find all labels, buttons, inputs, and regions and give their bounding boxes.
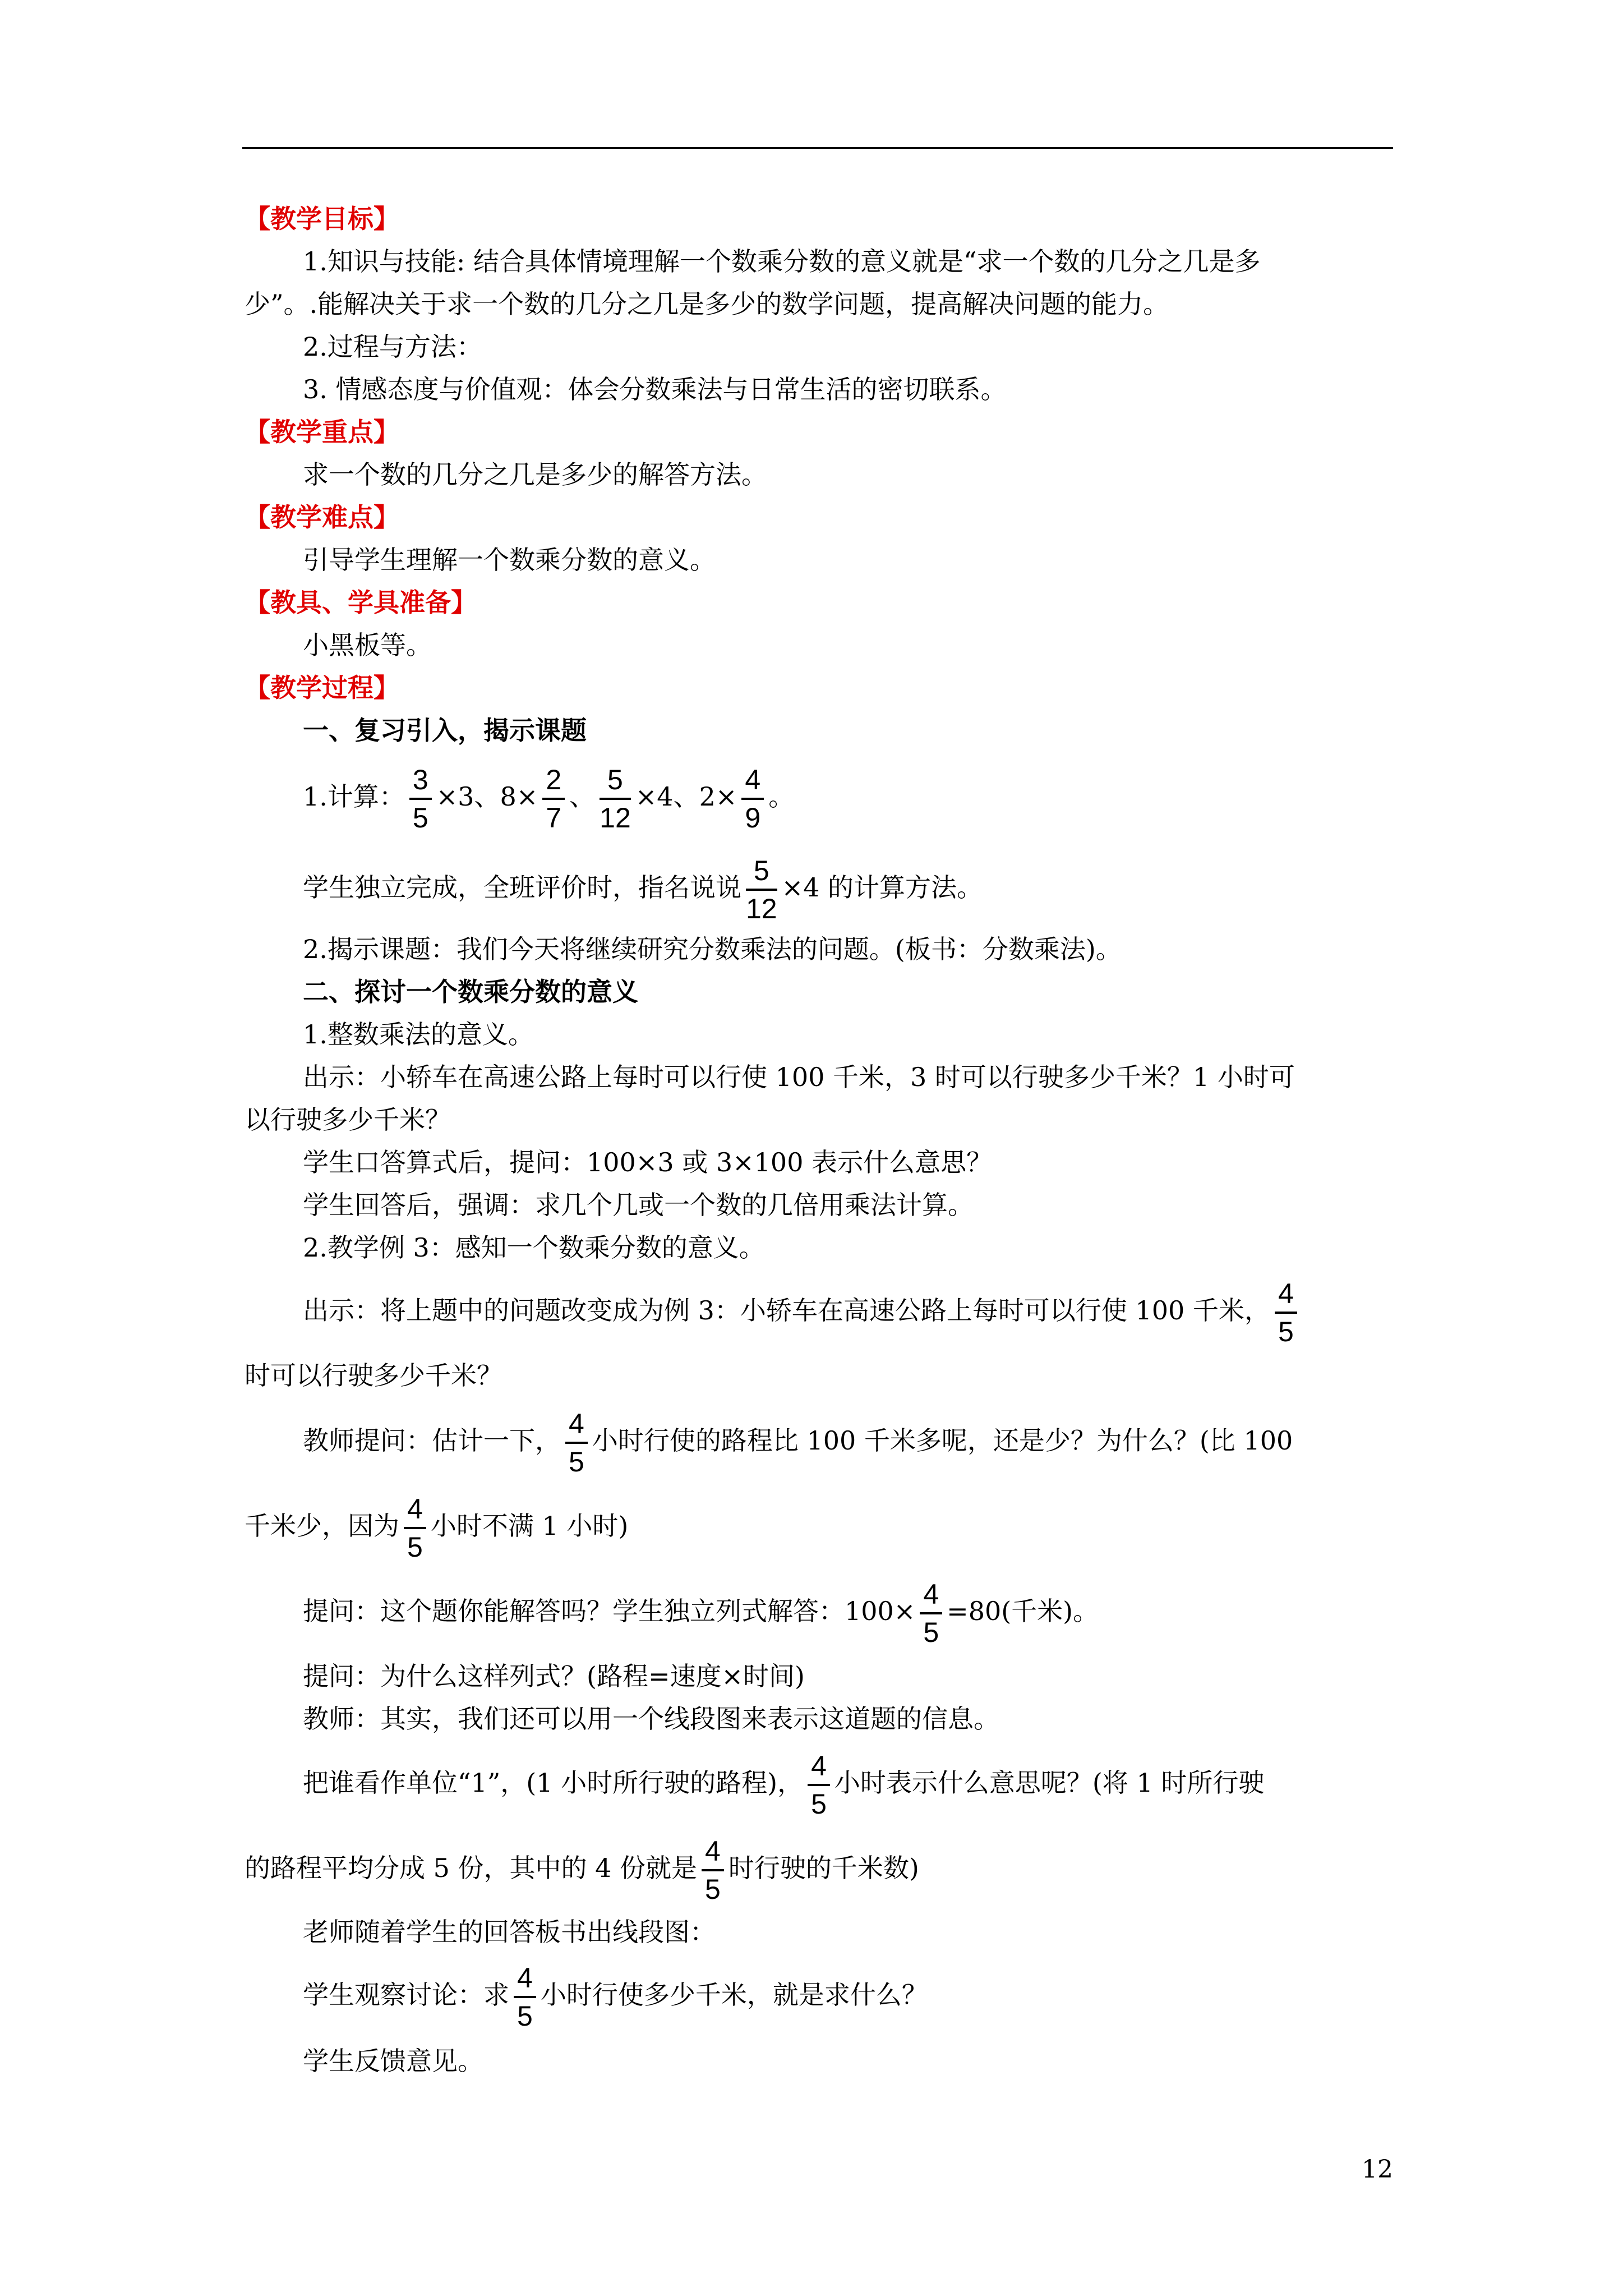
fraction-4-9 [741,763,764,835]
fraction-denominator: 5 [705,1874,721,1905]
unit-text-c: 的路程平均分成 5 份，其中的 4 份就是 [245,1853,698,1883]
fraction-5-12 [600,763,631,835]
observe-text-b: 小时行使多少千米，就是求什么？ [540,1980,928,2010]
fraction-denominator: 5 [412,802,428,834]
fraction-numerator: 4 [808,1749,830,1786]
goal-line-1: 1.知识与技能: 结合具体情境理解一个数乘分数的意义就是“求一个数的几分之几是多 [303,246,1261,277]
unit-text-d: 时行驶的千米数) [728,1853,919,1883]
fraction-5-12 [746,854,777,926]
goal-line-2: 少”。.能解决关于求一个数的几分之几是多少的数学问题，提高解决问题的能力。 [245,289,1169,319]
fraction-numerator: 4 [702,1834,724,1871]
fraction-denominator: 5 [1278,1316,1294,1347]
section-1-title: 一、复习引入，揭示课题 [303,715,587,746]
fraction-numerator: 4 [920,1577,942,1614]
heading-tools: 【教具、学具准备】 [245,587,477,618]
fraction-numerator: 4 [404,1492,426,1529]
header-rule [242,147,1393,149]
unit-line-b [245,1830,919,1906]
evaluation-line [303,849,983,926]
fraction-denominator: 12 [746,893,777,924]
fraction-numerator: 4 [565,1407,588,1444]
question-text-b: =80(千米)。 [947,1596,1099,1626]
show-2-line-a [303,1272,1302,1349]
show-2-line-b: 时可以行驶多少千米？ [245,1360,502,1391]
question-line [303,1573,1099,1649]
page-number: 12 [1362,2155,1393,2184]
heading-teaching-process: 【教学过程】 [245,673,399,703]
fraction-numerator: 5 [746,854,777,891]
fraction-denominator: 5 [569,1446,584,1478]
estimate-line-a [303,1402,1293,1479]
heading-teaching-difficulty: 【教学难点】 [245,502,399,532]
calc-prefix: 1.计算： [303,781,405,812]
fraction-4-5 [702,1834,724,1906]
estimate-text-b: 小时行使的路程比 100 千米多呢，还是少？为什么？(比 100 [592,1425,1293,1456]
observe-line [303,1957,928,2033]
show-1-line-a: 出示：小轿车在高速公路上每时可以行使 100 千米，3 时可以行驶多少千米？1 小时可 [303,1062,1295,1092]
fraction-4-5 [1275,1277,1297,1349]
fraction-4-5 [920,1577,942,1649]
integer-multiplication-line: 1.整数乘法的意义。 [303,1019,534,1050]
fraction-denominator: 7 [546,802,562,834]
calc-text-c: ×4、2× [635,781,737,812]
calc-text-a: ×3、8× [436,781,538,812]
question-text-a: 提问：这个题你能解答吗？学生独立列式解答：100× [303,1596,916,1626]
fraction-denominator: 9 [745,802,761,834]
tools-text: 小黑板等。 [303,630,432,660]
observe-text-a: 学生观察讨论：求 [303,1980,509,2010]
fraction-numerator: 4 [514,1961,536,1998]
difficulty-text: 引导学生理解一个数乘分数的意义。 [303,545,716,575]
heading-teaching-key: 【教学重点】 [245,417,399,447]
board-line: 老师随着学生的回答板书出线段图： [303,1917,716,1947]
calc-text-b: 、 [569,781,596,812]
feedback-line: 学生反馈意见。 [303,2046,483,2076]
fraction-2-7 [542,763,565,835]
eval-text-a: 学生独立完成，全班评价时，指名说说 [303,872,741,903]
example-3-line: 2.教学例 3：感知一个数乘分数的意义。 [303,1232,765,1263]
fraction-denominator: 5 [923,1617,939,1648]
eval-text-b: ×4 的计算方法。 [781,872,983,903]
show-2-text: 出示：将上题中的问题改变成为例 3：小轿车在高速公路上每时可以行使 100 千米， [303,1295,1270,1326]
fraction-denominator: 5 [407,1531,423,1563]
heading-teaching-goal: 【教学目标】 [245,204,399,234]
fraction-numerator: 4 [741,763,764,800]
estimate-text-d: 小时不满 1 小时) [430,1511,629,1541]
fraction-numerator: 4 [1275,1277,1297,1314]
fraction-3-5 [409,763,432,835]
unit-text-b: 小时表示什么意思呢？(将 1 时所行驶 [834,1768,1265,1798]
why-line: 提问：为什么这样列式？(路程=速度×时间) [303,1661,805,1691]
calc-line [303,758,794,835]
answer-line-1: 学生口答算式后，提问：100×3 或 3×100 表示什么意思？ [303,1147,993,1177]
teacher-line: 教师：其实，我们还可以用一个线段图来表示这道题的信息。 [303,1704,999,1734]
fraction-numerator: 5 [600,763,631,800]
goal-line-4: 3. 情感态度与价值观：体会分数乘法与日常生活的密切联系。 [303,374,1007,404]
fraction-numerator: 2 [542,763,565,800]
goal-line-3: 2.过程与方法： [303,332,482,362]
fraction-4-5 [404,1492,426,1564]
estimate-line-b [245,1488,628,1564]
unit-text-a: 把谁看作单位“1”，(1 小时所行驶的路程)， [303,1768,804,1798]
fraction-4-5 [808,1749,830,1821]
estimate-text-c: 千米少，因为 [245,1511,399,1541]
unit-line-a [303,1745,1264,1821]
calc-text-d: 。 [768,781,795,812]
fraction-4-5 [565,1407,588,1479]
fraction-denominator: 5 [517,2000,533,2032]
fraction-4-5 [514,1961,536,2033]
show-1-line-b: 以行驶多少千米？ [245,1105,451,1135]
estimate-text-a: 教师提问：估计一下， [303,1425,561,1456]
answer-line-2: 学生回答后，强调：求几个几或一个数的几倍用乘法计算。 [303,1190,974,1220]
section-2-title: 二、探讨一个数乘分数的意义 [303,977,638,1007]
fraction-denominator: 12 [600,802,631,834]
reveal-topic-line: 2.揭示课题：我们今天将继续研究分数乘法的问题。(板书：分数乘法)。 [303,934,1122,964]
fraction-numerator: 3 [409,763,432,800]
key-text: 求一个数的几分之几是多少的解答方法。 [303,459,767,490]
fraction-denominator: 5 [811,1788,827,1820]
